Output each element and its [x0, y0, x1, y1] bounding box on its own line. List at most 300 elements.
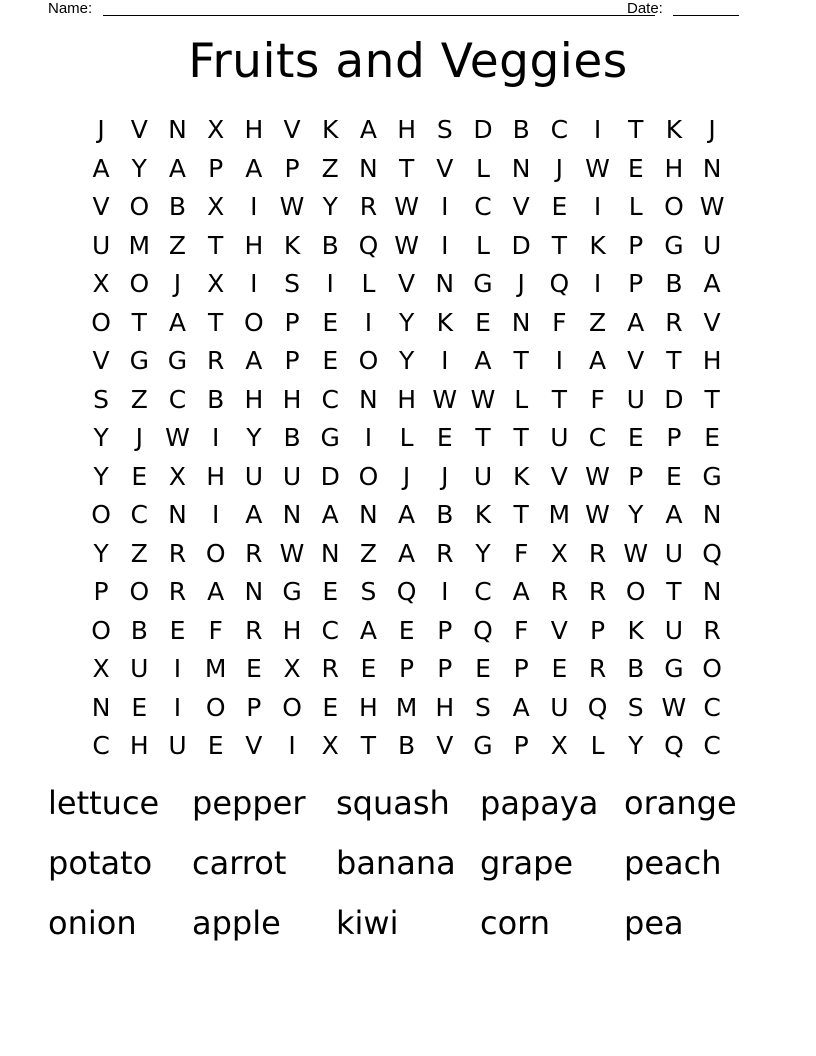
- grid-cell: F: [513, 538, 529, 568]
- grid-cell: O: [282, 692, 302, 722]
- grid-cell: K: [283, 230, 301, 260]
- grid-cell: J: [555, 153, 564, 183]
- grid-cell: V: [436, 153, 454, 183]
- grid-cell: E: [322, 307, 339, 337]
- grid-cell: W: [699, 192, 725, 221]
- grid-cell: X: [168, 461, 187, 491]
- grid-cell: B: [207, 384, 225, 414]
- grid-row: [82, 612, 734, 651]
- grid-cell: J: [135, 423, 143, 452]
- grid-cell: C: [703, 692, 721, 722]
- grid-cell: X: [207, 269, 225, 298]
- grid-cell: C: [92, 731, 110, 760]
- grid-cell: J: [517, 269, 525, 298]
- grid-cell: B: [168, 192, 187, 221]
- grid-cell: N: [359, 500, 378, 529]
- grid-cell: P: [666, 423, 682, 452]
- worksheet-header: [48, 0, 740, 20]
- grid-cell: G: [167, 346, 188, 375]
- grid-cell: A: [512, 692, 530, 722]
- grid-cell: K: [627, 615, 644, 645]
- grid-cell: G: [664, 230, 684, 260]
- grid-cell: Z: [168, 230, 187, 260]
- grid-cell: G: [282, 577, 302, 606]
- grid-cell: I: [441, 577, 449, 606]
- grid-cell: E: [131, 461, 148, 491]
- grid-cell: O: [664, 192, 684, 221]
- grid-cell: K: [589, 230, 606, 260]
- grid-cell: I: [173, 654, 182, 683]
- grid-cell: O: [129, 577, 150, 606]
- grid-cell: D: [473, 115, 493, 144]
- grid-cell: C: [168, 384, 187, 414]
- grid-cell: Y: [628, 500, 644, 529]
- grid-cell: A: [512, 577, 530, 606]
- grid-cell: F: [208, 615, 223, 645]
- grid-cell: E: [360, 654, 377, 683]
- grid-cell: T: [666, 577, 682, 606]
- grid-cell: A: [92, 153, 110, 183]
- grid-cell: C: [588, 423, 607, 452]
- grid-cell: A: [665, 500, 683, 529]
- grid-cell: P: [284, 153, 300, 183]
- grid-cell: V: [550, 615, 568, 645]
- grid-cell: I: [250, 269, 258, 298]
- word-row: [48, 778, 788, 838]
- grid-cell: G: [664, 654, 684, 683]
- grid-cell: H: [397, 115, 416, 144]
- grid-cell: J: [441, 461, 449, 491]
- grid-cell: I: [250, 192, 258, 221]
- grid-cell: H: [206, 461, 226, 491]
- grid-cell: W: [279, 538, 305, 568]
- name-line: [103, 15, 655, 16]
- word-item: potato: [48, 844, 153, 882]
- grid-row: [82, 150, 734, 189]
- grid-cell: X: [207, 192, 225, 221]
- word-row: [48, 838, 788, 898]
- grid-cell: A: [207, 577, 225, 606]
- grid-cell: W: [165, 423, 190, 452]
- grid-cell: C: [474, 192, 492, 221]
- grid-cell: V: [703, 307, 721, 337]
- grid-cell: G: [129, 346, 149, 375]
- grid-cell: X: [550, 731, 568, 760]
- grid-cell: H: [397, 384, 416, 414]
- grid-cell: H: [244, 230, 264, 260]
- grid-cell: O: [205, 538, 226, 568]
- grid-cell: A: [627, 307, 645, 337]
- grid-cell: V: [92, 346, 110, 375]
- grid-cell: R: [550, 577, 569, 606]
- grid-cell: L: [628, 192, 643, 221]
- grid-cell: T: [666, 346, 682, 375]
- grid-cell: H: [282, 384, 302, 414]
- grid-cell: N: [359, 384, 378, 414]
- grid-cell: D: [511, 230, 531, 260]
- grid-cell: R: [321, 654, 339, 683]
- grid-cell: V: [436, 731, 454, 760]
- grid-cell: O: [129, 192, 150, 221]
- grid-cell: E: [207, 731, 224, 760]
- grid-cell: Q: [664, 731, 684, 760]
- grid-cell: R: [588, 654, 607, 683]
- grid-cell: M: [128, 230, 151, 260]
- grid-cell: S: [284, 269, 300, 298]
- grid-cell: N: [282, 500, 302, 529]
- grid-cell: P: [589, 615, 606, 645]
- grid-cell: E: [475, 307, 491, 337]
- grid-cell: E: [704, 423, 720, 452]
- grid-row: [82, 342, 734, 381]
- grid-cell: S: [93, 384, 110, 414]
- grid-cell: O: [702, 654, 722, 683]
- word-item: lettuce: [48, 784, 160, 822]
- grid-cell: T: [131, 307, 147, 337]
- grid-cell: M: [204, 654, 227, 683]
- grid-cell: N: [91, 692, 111, 722]
- grid-cell: I: [211, 423, 220, 452]
- grid-cell: O: [91, 307, 111, 337]
- grid-row: [82, 458, 734, 497]
- grid-cell: V: [398, 269, 416, 298]
- grid-cell: G: [473, 269, 493, 298]
- grid-row: [82, 419, 734, 458]
- grid-cell: Y: [246, 423, 262, 452]
- grid-cell: K: [512, 461, 530, 491]
- grid-cell: E: [322, 692, 339, 722]
- grid-cell: I: [593, 115, 602, 144]
- word-item: orange: [624, 784, 737, 822]
- grid-cell: A: [168, 153, 187, 183]
- grid-cell: C: [321, 615, 339, 645]
- grid-cell: N: [359, 153, 378, 183]
- grid-cell: V: [512, 192, 530, 221]
- grid-cell: H: [664, 153, 684, 183]
- grid-cell: U: [168, 731, 187, 760]
- grid-cell: K: [474, 500, 492, 529]
- grid-cell: B: [512, 115, 530, 144]
- grid-cell: P: [513, 731, 529, 760]
- grid-cell: O: [358, 461, 379, 491]
- grid-cell: I: [173, 692, 182, 722]
- grid-cell: T: [475, 423, 491, 452]
- grid-cell: T: [551, 230, 567, 260]
- grid-row: [82, 265, 734, 304]
- grid-cell: V: [550, 461, 568, 491]
- grid-cell: H: [359, 692, 378, 722]
- grid-cell: C: [703, 731, 721, 760]
- word-item: carrot: [192, 844, 287, 882]
- grid-cell: T: [398, 153, 415, 183]
- grid-cell: N: [168, 115, 187, 144]
- grid-cell: I: [441, 230, 449, 260]
- grid-cell: W: [394, 192, 419, 221]
- grid-cell: W: [279, 192, 305, 221]
- grid-cell: R: [703, 615, 721, 645]
- letter-grid: [82, 111, 734, 766]
- grid-cell: D: [320, 461, 340, 491]
- grid-cell: Q: [358, 230, 379, 260]
- grid-cell: V: [245, 731, 263, 760]
- grid-cell: N: [702, 577, 722, 606]
- grid-cell: B: [130, 615, 148, 645]
- grid-cell: N: [244, 577, 264, 606]
- word-item: kiwi: [336, 904, 399, 942]
- grid-cell: L: [476, 230, 490, 260]
- grid-cell: P: [437, 654, 453, 683]
- grid-cell: P: [208, 153, 224, 183]
- grid-cell: S: [436, 115, 453, 144]
- grid-cell: E: [475, 654, 491, 683]
- grid-cell: R: [168, 577, 187, 606]
- grid-cell: O: [244, 307, 264, 337]
- grid-cell: E: [322, 346, 339, 375]
- grid-cell: L: [361, 269, 376, 298]
- grid-cell: A: [245, 153, 263, 183]
- grid-cell: I: [288, 731, 296, 760]
- name-label: Name:: [48, 0, 93, 17]
- grid-cell: P: [628, 269, 644, 298]
- grid-cell: X: [283, 654, 301, 683]
- grid-cell: I: [441, 346, 449, 375]
- grid-cell: T: [551, 384, 567, 414]
- grid-cell: Q: [473, 615, 493, 645]
- grid-row: [82, 111, 734, 150]
- grid-cell: H: [244, 115, 264, 144]
- grid-cell: C: [130, 500, 149, 529]
- grid-cell: P: [399, 654, 415, 683]
- grid-cell: U: [473, 461, 493, 491]
- grid-cell: V: [627, 346, 645, 375]
- grid-cell: E: [551, 192, 568, 221]
- grid-cell: M: [395, 692, 418, 722]
- grid-cell: H: [282, 615, 302, 645]
- grid-cell: A: [703, 269, 721, 298]
- grid-cell: K: [665, 115, 683, 144]
- grid-cell: N: [320, 538, 340, 568]
- grid-cell: Z: [130, 538, 148, 568]
- grid-cell: N: [435, 269, 455, 298]
- grid-cell: R: [245, 615, 263, 645]
- grid-cell: U: [550, 692, 569, 722]
- grid-cell: E: [398, 615, 415, 645]
- grid-cell: G: [473, 731, 493, 760]
- grid-cell: I: [364, 307, 373, 337]
- grid-cell: H: [435, 692, 455, 722]
- grid-cell: W: [470, 384, 496, 414]
- grid-cell: W: [585, 153, 610, 183]
- grid-cell: A: [245, 346, 263, 375]
- grid-row: [82, 227, 734, 266]
- grid-cell: C: [474, 577, 492, 606]
- grid-cell: A: [359, 115, 377, 144]
- grid-cell: X: [550, 538, 568, 568]
- grid-cell: A: [359, 615, 377, 645]
- grid-cell: P: [628, 461, 644, 491]
- grid-cell: W: [585, 461, 610, 491]
- grid-cell: R: [245, 538, 263, 568]
- grid-cell: P: [284, 307, 300, 337]
- grid-cell: Z: [588, 307, 607, 337]
- grid-cell: M: [548, 500, 571, 529]
- grid-cell: C: [321, 384, 339, 414]
- grid-cell: N: [511, 153, 531, 183]
- grid-cell: B: [627, 654, 645, 683]
- grid-cell: W: [432, 384, 458, 414]
- grid-cell: Y: [93, 461, 109, 491]
- word-item: pea: [624, 904, 684, 942]
- word-item: corn: [480, 904, 551, 942]
- grid-cell: V: [92, 192, 110, 221]
- word-item: apple: [192, 904, 281, 942]
- grid-cell: J: [402, 461, 411, 491]
- grid-cell: E: [245, 654, 262, 683]
- grid-cell: I: [326, 269, 334, 298]
- grid-cell: I: [211, 500, 220, 529]
- grid-cell: U: [244, 461, 263, 491]
- grid-cell: Y: [628, 731, 644, 760]
- grid-row: [82, 573, 734, 612]
- grid-cell: B: [398, 731, 416, 760]
- grid-cell: Y: [93, 423, 109, 452]
- grid-cell: L: [399, 423, 414, 452]
- grid-cell: R: [588, 577, 607, 606]
- grid-cell: Q: [549, 269, 570, 298]
- grid-cell: D: [664, 384, 684, 414]
- grid-cell: E: [627, 423, 644, 452]
- grid-cell: W: [585, 500, 610, 529]
- grid-cell: E: [131, 692, 148, 722]
- grid-cell: B: [665, 269, 683, 298]
- grid-cell: U: [664, 538, 684, 568]
- grid-cell: P: [246, 692, 262, 722]
- grid-cell: H: [702, 346, 722, 375]
- grid-cell: E: [551, 654, 568, 683]
- grid-cell: E: [322, 577, 339, 606]
- grid-cell: Q: [396, 577, 417, 606]
- grid-cell: A: [398, 500, 416, 529]
- grid-cell: J: [173, 269, 182, 298]
- grid-cell: I: [593, 192, 602, 221]
- grid-cell: O: [91, 500, 111, 529]
- grid-cell: X: [92, 654, 110, 683]
- grid-cell: T: [513, 423, 529, 452]
- grid-row: [82, 304, 734, 343]
- grid-cell: O: [358, 346, 379, 375]
- grid-cell: G: [320, 423, 340, 452]
- grid-cell: E: [436, 423, 453, 452]
- grid-cell: N: [511, 307, 531, 337]
- grid-cell: E: [666, 461, 682, 491]
- grid-cell: H: [129, 731, 149, 760]
- grid-cell: I: [555, 346, 564, 375]
- grid-cell: I: [364, 423, 373, 452]
- grid-cell: U: [664, 615, 684, 645]
- grid-cell: F: [513, 615, 529, 645]
- grid-cell: T: [208, 230, 224, 260]
- grid-cell: R: [359, 192, 378, 221]
- grid-cell: Q: [702, 538, 722, 568]
- grid-cell: T: [704, 384, 720, 414]
- grid-cell: Y: [475, 538, 491, 568]
- grid-cell: A: [588, 346, 607, 375]
- grid-cell: A: [168, 307, 187, 337]
- grid-cell: Y: [322, 192, 338, 221]
- grid-cell: X: [207, 115, 225, 144]
- grid-cell: W: [661, 692, 687, 722]
- grid-cell: L: [514, 384, 529, 414]
- grid-cell: Z: [359, 538, 377, 568]
- grid-cell: T: [208, 307, 224, 337]
- page-title: Fruits and Veggies: [188, 34, 628, 89]
- grid-cell: Y: [131, 153, 147, 183]
- grid-cell: Z: [321, 153, 339, 183]
- grid-cell: O: [129, 269, 150, 298]
- word-row: [48, 898, 788, 958]
- grid-cell: N: [702, 153, 722, 183]
- grid-cell: P: [513, 654, 529, 683]
- word-item: peach: [624, 844, 722, 882]
- grid-cell: L: [476, 153, 490, 183]
- grid-cell: I: [593, 269, 602, 298]
- grid-cell: B: [283, 423, 301, 452]
- word-item: papaya: [480, 784, 599, 822]
- grid-cell: F: [552, 307, 567, 337]
- grid-cell: R: [436, 538, 454, 568]
- word-item: onion: [48, 904, 137, 942]
- word-item: pepper: [192, 784, 306, 822]
- grid-cell: G: [702, 461, 722, 491]
- grid-cell: S: [627, 692, 644, 722]
- grid-cell: I: [441, 192, 449, 221]
- grid-cell: Y: [398, 307, 415, 337]
- grid-row: [82, 535, 734, 574]
- grid-cell: K: [436, 307, 453, 337]
- grid-cell: A: [321, 500, 339, 529]
- grid-cell: Q: [587, 692, 608, 722]
- grid-cell: Z: [130, 384, 148, 414]
- grid-cell: V: [130, 115, 148, 144]
- grid-cell: W: [623, 538, 649, 568]
- grid-cell: N: [168, 500, 187, 529]
- grid-cell: S: [475, 692, 491, 722]
- grid-row: [82, 689, 734, 728]
- grid-cell: T: [360, 731, 377, 760]
- grid-cell: U: [550, 423, 569, 452]
- grid-cell: R: [206, 346, 225, 375]
- grid-cell: U: [702, 230, 722, 260]
- word-item: banana: [336, 844, 456, 882]
- grid-cell: P: [284, 346, 300, 375]
- grid-row: [82, 381, 734, 420]
- grid-cell: L: [590, 731, 605, 760]
- grid-cell: T: [628, 115, 644, 144]
- grid-cell: N: [702, 500, 722, 529]
- grid-cell: K: [322, 115, 339, 144]
- word-list: [48, 778, 788, 958]
- date-label: Date:: [627, 0, 663, 17]
- grid-cell: P: [628, 230, 644, 260]
- grid-cell: O: [91, 615, 111, 645]
- grid-cell: P: [437, 615, 453, 645]
- grid-row: [82, 727, 734, 766]
- grid-cell: A: [398, 538, 416, 568]
- grid-cell: J: [97, 115, 105, 144]
- grid-cell: Y: [93, 538, 109, 568]
- grid-cell: R: [665, 307, 683, 337]
- grid-cell: F: [590, 384, 605, 414]
